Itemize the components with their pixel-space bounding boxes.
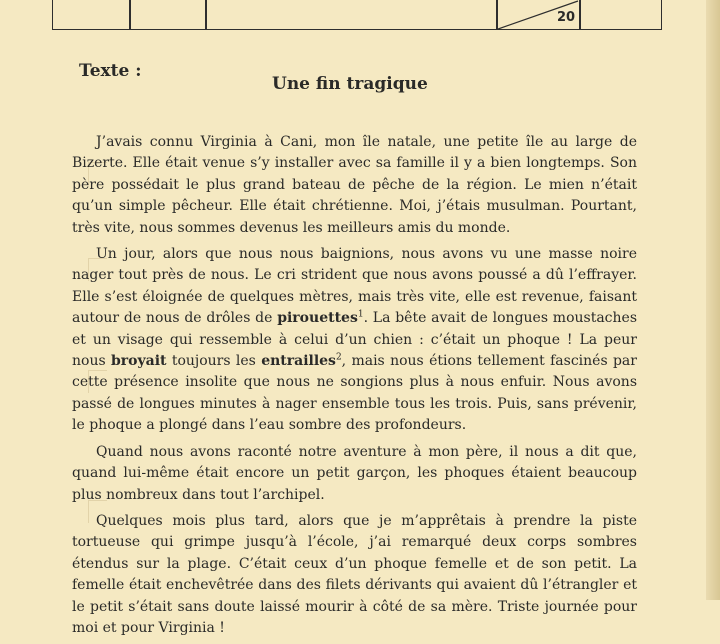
glossed-word: entrailles [261, 353, 336, 370]
score-table [52, 0, 662, 30]
score-value: 20 [557, 10, 576, 25]
footnote-marker: 2 [335, 352, 342, 363]
footnote-marker: 1 [357, 309, 364, 320]
paragraph-text: Quand nous avons raconté notre aventure à mon père, il nous a dit que, quand lui-même était encore un petit garçon, les phoques étaient beaucoup plus nombreux dans tout l’archipel. [72, 443, 637, 503]
paragraph [72, 442, 637, 506]
table-divider [205, 0, 207, 29]
table-divider [129, 0, 131, 29]
paragraph [72, 511, 637, 639]
page-edge [706, 0, 720, 600]
text-title: Une fin tragique [272, 74, 428, 94]
paragraph-text: J’avais connu Virginia à Cani, mon île natale, une petite île au large de Bizerte. Elle était venue s’y installer avec sa famille il y a bien longtemps. Son père possédait le plus grand bateau de pêche de la région. Le mien n’était qu’un simple pêcheur. Elle était chrétienne. Moi, j’étais musulman. Pourtant, très vite, nous sommes devenus les meilleurs amis du monde. [72, 134, 637, 236]
glossed-word: pirouettes [277, 310, 358, 327]
paragraph-text: Quelques mois plus tard, alors que je m’apprêtais à prendre la piste tortueuse qui grimpe jusqu’à l’école, j’ai remarqué deux corps sombres étendus sur la plage. C’était ceux d’un phoque femelle et de son petit. La femelle était enchevêtrée dans des filets dérivants qui avaient dû l’étrangler et le petit s’était sans doute laissé mourir à côté de sa mère. Triste journée pour moi et pour Virginia ! [72, 512, 637, 636]
paragraph-text: , mais nous étions tellement fascinés par cette présence insolite que nous ne songions plus à nous enfuir. Nous avons passé de longues minutes à nager ensemble tous les trois. Puis, sans prévenir, le phoque a plongé dans l’eau sombre des profondeurs. [72, 353, 637, 434]
paragraph [72, 244, 637, 437]
story-text [72, 132, 637, 644]
paragraph-text: . La bête avait de longues moustaches et un visage qui ressemble à celui d’un chien : c’était un phoque ! La peur nous [72, 310, 638, 370]
paragraph-text: toujours les [166, 353, 262, 370]
glossed-word: broyait [110, 353, 167, 370]
paragraph [72, 132, 637, 239]
paragraph-text: Un jour, alors que nous nous baignions, nous avons vu une masse noire nager tout près de nous. Le cri strident que nous avons poussé a dû l’effrayer. Elle s’est éloignée de quelques mètres, mais très vite, elle est revenue, faisant autour de nous de drôles de [72, 246, 637, 327]
section-label: Texte : [79, 61, 142, 81]
